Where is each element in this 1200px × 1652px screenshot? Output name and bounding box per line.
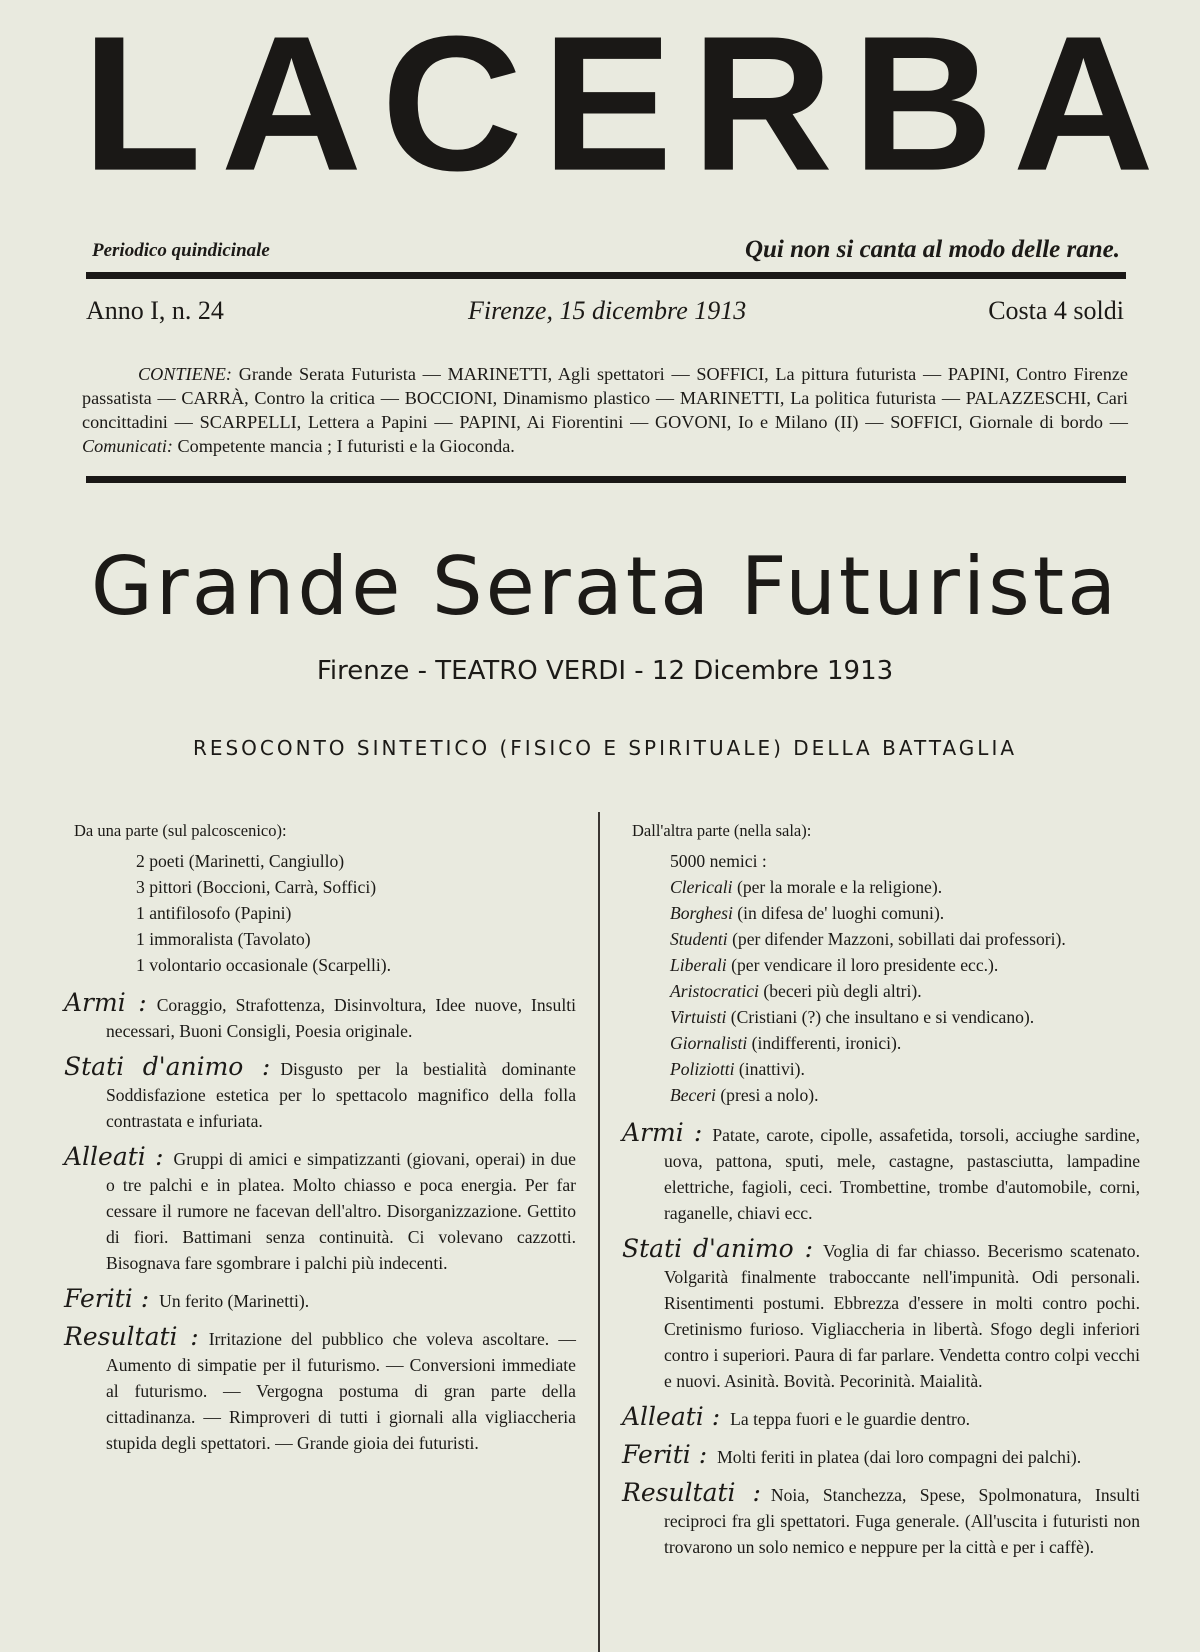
entry-heading: Alleati :: [64, 1142, 164, 1171]
list-item: Liberali (per vendicare il loro presidente ecc.).: [670, 955, 999, 975]
left-roster: [64, 848, 576, 978]
list-item: Aristocratici (beceri più degli altri).: [670, 981, 922, 1001]
entry-text: Irritazione del pubblico che voleva ascoltare. — Aumento di simpatie per il futurismo. — Conversioni immediate al futurismo. — Vergogna postuma di gran parte della cittadinanza. — Rimproveri di tutti i giornali alla vigliaccheria stupida degli spettatori. — Grande gioia dei futuristi.: [106, 1329, 576, 1453]
entry-heading: Armi :: [64, 988, 147, 1017]
right-entry-feriti: [622, 1442, 1140, 1470]
list-item: 3 pittori (Boccioni, Carrà, Soffici): [136, 877, 377, 897]
entry-text: Molti feriti in platea (dai loro compagni dei palchi).: [717, 1447, 1082, 1467]
entry-text: Voglia di far chiasso. Becerismo scatenato. Volgarità finalmente traboccante nell'impunità. Odi personali. Risentimenti postumi. Ebbrezza d'essere in molti contro pochi. Cretinismo furioso. Vigliaccheria in libertà. Sfogo degli inferiori contro i superiori. Paura di far parlare. Vendetta contro colpi vecchi e nuovi. Asinità. Bovità. Pecorinità. Maialità.: [664, 1241, 1140, 1391]
entry-text: Noia, Stanchezza, Spese, Spolmonatura, Insulti reciproci fra gli spettatori. Fuga generale. (All'uscita i futuristi non trovarono un solo nemico e neppure per la città e per i caffè).: [664, 1485, 1140, 1557]
list-item: 1 immoralista (Tavolato): [136, 929, 311, 949]
left-entry-alleati: [64, 1144, 576, 1276]
column-divider: [598, 812, 600, 1652]
entry-text: La teppa fuori e le guardie dentro.: [730, 1409, 971, 1429]
list-item: Studenti (per difender Mazzoni, sobillati dai professori).: [670, 929, 1066, 949]
list-item: Poliziotti (inattivi).: [670, 1059, 805, 1079]
right-entry-armi: [622, 1120, 1140, 1226]
masthead-title: LACERBA: [82, 0, 1174, 211]
entry-heading: Resultati :: [622, 1478, 761, 1507]
right-entry-stati: [622, 1236, 1140, 1394]
right-roster: [622, 848, 1140, 1108]
left-entry-feriti: [64, 1286, 576, 1314]
periodicity-label: Periodico quindicinale: [92, 240, 270, 261]
list-item: Borghesi (in difesa de' luoghi comuni).: [670, 903, 945, 923]
right-intro: Dall'altra parte (nella sala):: [632, 821, 812, 840]
right-entry-alleati: [622, 1404, 1140, 1432]
entry-text: Un ferito (Marinetti).: [159, 1291, 310, 1311]
article-subhead: Firenze - TEATRO VERDI - 12 Dicembre 1913: [316, 656, 894, 686]
list-item: Virtuisti (Cristiani (?) che insultano e si vendicano).: [670, 1007, 1035, 1027]
issue-date: Firenze, 15 dicembre 1913: [468, 296, 747, 325]
left-entry-resultati: [64, 1324, 576, 1456]
left-entry-armi: [64, 990, 576, 1044]
list-item: 2 poeti (Marinetti, Cangiullo): [136, 851, 345, 871]
entry-heading: Armi :: [622, 1118, 703, 1147]
list-item: 1 antifilosofo (Papini): [136, 903, 292, 923]
left-entry-stati: [64, 1054, 576, 1134]
entry-heading: Resultati :: [64, 1322, 199, 1351]
entry-text: Disgusto per la bestialità dominante Soddisfazione estetica per lo spettacolo magnifico della folla contrastata e infuriata.: [106, 1059, 576, 1131]
list-item: Beceri (presi a nolo).: [670, 1085, 819, 1105]
contents-text-communiques: Competente mancia ; I futuristi e la Gioconda.: [177, 436, 515, 456]
entry-heading: Feriti :: [64, 1284, 150, 1313]
entry-heading: Stati d'animo :: [622, 1234, 814, 1263]
contents-label-communiques: Comunicati:: [82, 436, 173, 456]
list-item: Clericali (per la morale e la religione).: [670, 877, 943, 897]
article-headline: Grande Serata Futurista: [90, 540, 1120, 633]
entry-text: Coraggio, Strafottenza, Disinvoltura, Idee nuove, Insulti necessari, Buoni Consigli, Poesia originale.: [106, 995, 576, 1041]
entry-heading: Feriti :: [622, 1440, 708, 1469]
entry-heading: Alleati :: [622, 1402, 721, 1431]
contents-label: CONTIENE:: [138, 364, 232, 384]
issue-number: Anno I, n. 24: [86, 296, 224, 325]
left-intro: Da una parte (sul palcoscenico):: [74, 821, 287, 840]
report-title: RESOCONTO SINTETICO (FISICO E SPIRITUALE) DELLA BATTAGLIA: [192, 736, 1018, 760]
entry-text: Patate, carote, cipolle, assafetida, torsoli, acciughe sardine, uova, pattona, sputi, mele, castagne, pastasciutta, lampadine elettriche, fagioli, ceci. Trombettine, trombe d'automobile, corni, raganelle, chiavi ecc.: [664, 1125, 1141, 1223]
issue-price: Costa 4 soldi: [988, 296, 1124, 325]
right-column: [622, 818, 1140, 1570]
contents-text: Grande Serata Futurista — MARINETTI, Agli spettatori — SOFFICI, La pittura futurista — PAPINI, Contro Firenze passatista — CARRÀ, Contro la critica — BOCCIONI, Dinamismo plastico — MARINETTI, La politica futurista — PALAZZESCHI, Cari concittadini — SCARPELLI, Lettera a Papini — PAPINI, Ai Fiorentini — GOVONI, Io e Milano (II) — SOFFICI, Giornale di bordo —: [82, 364, 1128, 432]
list-item: Giornalisti (indifferenti, ironici).: [670, 1033, 902, 1053]
left-column: [64, 818, 576, 1466]
table-of-contents: [82, 362, 1128, 458]
header-rule-bottom: [86, 476, 1126, 483]
header-rule-top: [86, 272, 1126, 279]
list-item: 5000 nemici :: [670, 851, 767, 871]
right-entry-resultati: [622, 1480, 1140, 1560]
entry-heading: Stati d'animo :: [64, 1052, 271, 1081]
list-item: 1 volontario occasionale (Scarpelli).: [136, 955, 392, 975]
masthead-motto: Qui non si canta al modo delle rane.: [744, 236, 1120, 263]
entry-text: Gruppi di amici e simpatizzanti (giovani, operai) in due o tre palchi e in platea. Molto chiasso e poca energia. Per far cessare il rumore ne facevan dell'altro. Disorganizzazione. Gettito di fiori. Battimani senza continuità. Ci volevano cazzotti. Bisognava fare sgombrare i palchi più indecenti.: [106, 1149, 576, 1273]
